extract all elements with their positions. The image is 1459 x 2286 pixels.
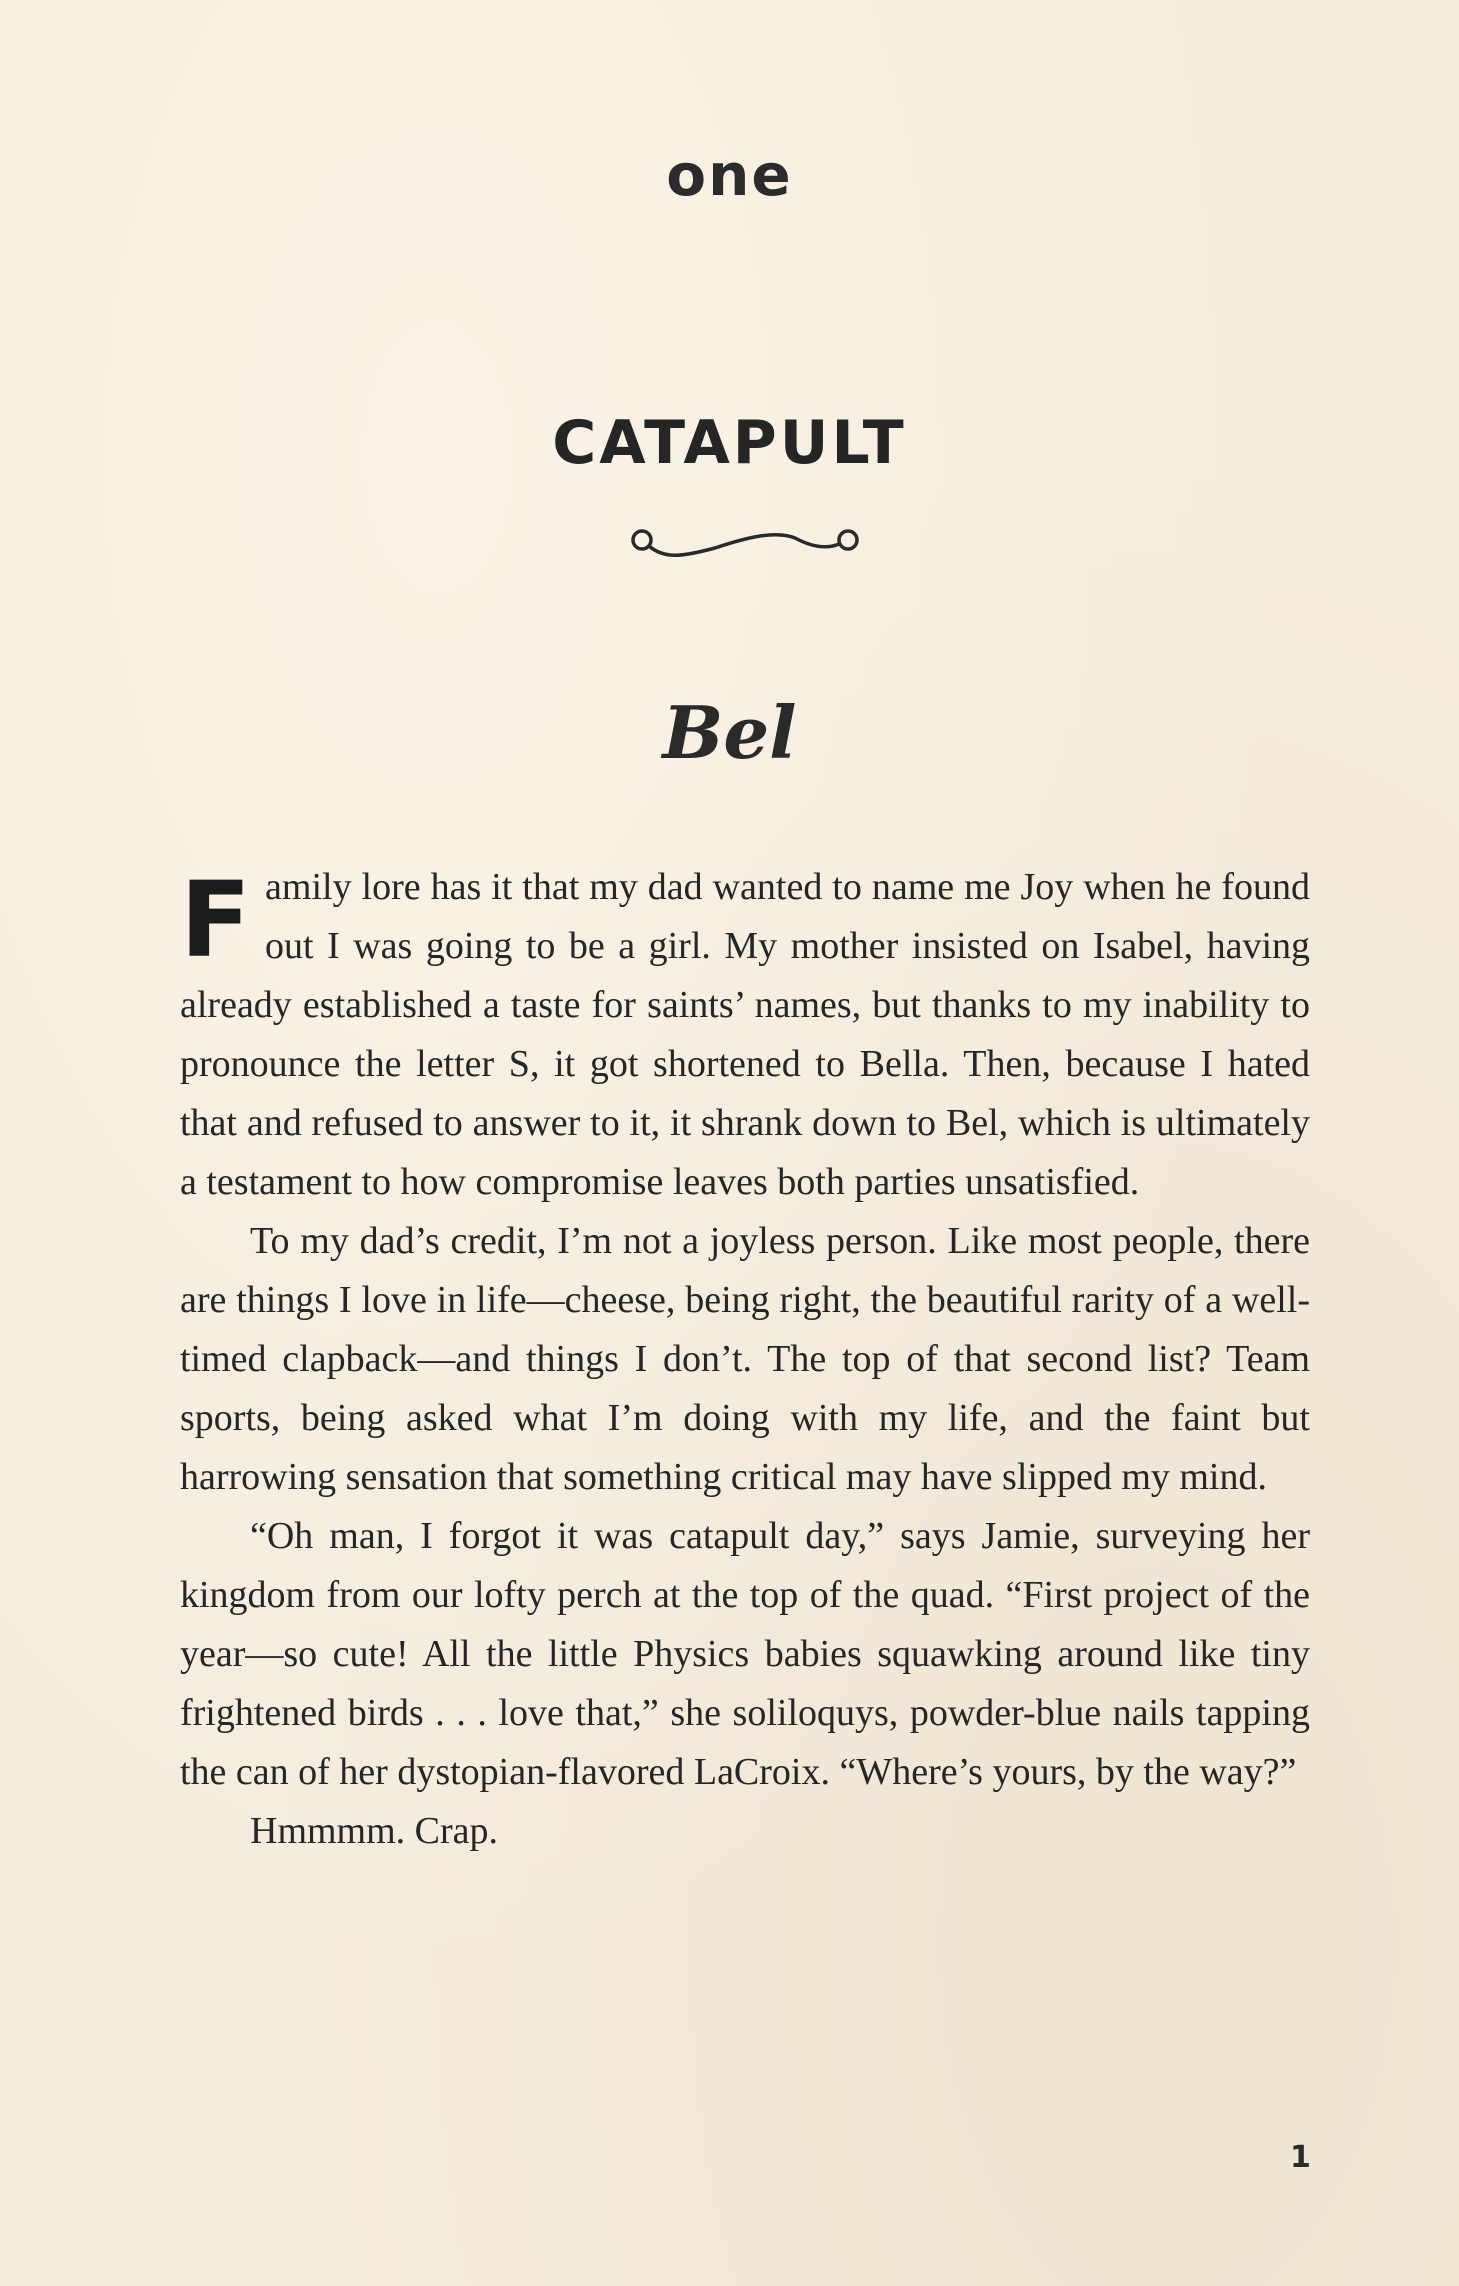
page-number: 1 [1290,2140,1311,2175]
squiggle-divider-icon [625,510,865,570]
paragraph-1 [180,858,1310,1212]
drop-cap: F [180,859,252,981]
paragraph-3: “Oh man, I forgot it was catapult day,” says Jamie, surveying her kingdom from our lofty perch at the top of the quad. “First project of the year—so cute! All the little Physics babies squawking around like tiny frightened birds . . . love that,” she soliloquys, powder-blue nails tapping the can of her dystopian-flavored LaCroix. “Where’s yours, by the way?” [180,1515,1310,1793]
chapter-title: CATAPULT [552,408,907,478]
paragraph-1-text: amily lore has it that my dad wanted to name me Joy when he found out I was going to be a girl. My mother insisted on Isabel, having already established a taste for saints’ names, but thanks to my inability to pronounce the letter S, it got shortened to Bella. Then, because I hated that and refused to answer to it, it shrank down to Bel, which is ultimately a testament to how compromise leaves both parties unsatisfied. [180,866,1310,1203]
chapter-body [180,858,1310,1861]
paragraph-4: Hmmmm. Crap. [250,1810,499,1852]
paragraph-2: To my dad’s credit, I’m not a joyless person. Like most people, there are things I love in life—cheese, being right, the beautiful rarity of a well-timed clapback—and things I don’t. The top of that second list? Team sports, being asked what I’m doing with my life, and the faint but harrowing sensation that something critical may have slipped my mind. [180,1220,1310,1498]
narrator-name: Bel [662,690,797,775]
chapter-number: one [666,141,793,209]
